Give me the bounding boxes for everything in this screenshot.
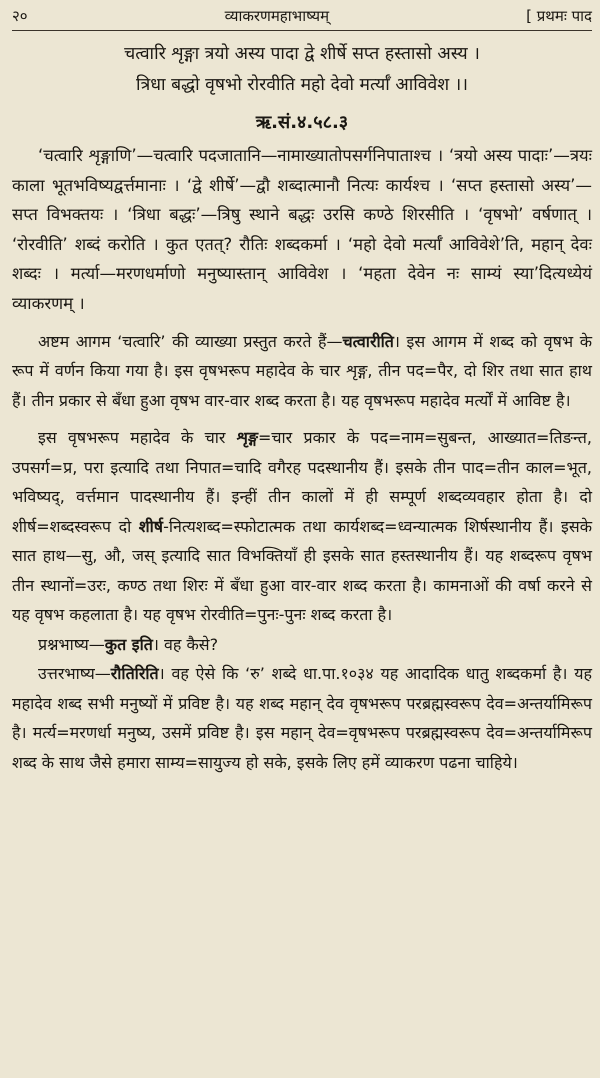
bold-term: रौतिरिति <box>110 664 159 684</box>
text: उत्तरभाष्य— <box>38 664 111 684</box>
text: इस वृषभरूप महादेव के चार <box>38 428 237 448</box>
text: । वह कैसे? <box>152 634 219 654</box>
verse-line-1: चत्वारि शृङ्गा त्रयो अस्य पादा द्वे शीर्षे सप्त हस्तासो अस्य । <box>124 44 480 64</box>
bold-term: शीर्ष <box>138 516 164 536</box>
answer-paragraph <box>12 659 592 777</box>
hindi-paragraph-1 <box>12 327 592 416</box>
page-header <box>12 6 592 31</box>
text: =चार प्रकार के पद=नाम=सुबन्त, आख्यात=तिङन्त, उपसर्ग=प्र, परा इत्यादि तथा निपात=चादि वगैरह पदस्थानीय हैं। इसके तीन पाद=तीन काल=भूत, भविष्यद्, वर्त्तमान पादस्थानीय हैं। इन्हीं तीन कालों में ही सम्पूर्ण शब्दव्यवहार होता है। दो शीर्ष=शब्दस्वरूप दो <box>12 428 592 536</box>
sanskrit-commentary: ‘चत्वारि शृङ्गाणि’—चत्वारि पदजातानि—नामाख्यातोपसर्गनिपाताश्च । ‘त्रयो अस्य पादाः’—त्रयः काला भूतभविष्यद्वर्त्तमानाः । ‘द्वे शीर्षे’—द्वौ शब्दात्मानौ नित्यः कार्यश्च । ‘सप्त हस्तासो अस्य’—सप्त विभक्तयः । ‘त्रिधा बद्धः’—त्रिषु स्थाने बद्धः उरसि कण्ठे शिरसीति । ‘वृषभो’ वर्षणात् । ‘रोरवीति’ शब्दं करोति । कुत एतत्? रौतिः शब्दकर्मा । ‘महो देवो मर्त्याँ आविवेशे’ति, महान् देवः शब्दः । मर्त्या—मरणधर्माणो मनुष्यास्तान् आविवेश । ‘महता देवेन नः साम्यं स्या’दित्यध्येयं व्याकरणम् । <box>12 146 592 313</box>
bold-term: कुत इति <box>104 634 153 654</box>
text: । वह ऐसे कि ‘रु’ शब्दे धा.पा.१०३४ यह आदादिक धातु शब्दकर्मा है। यह महादेव शब्द सभी मनुष्यों में प्रविष्ट है। यह शब्द महान् देव वृषभरूप परब्रह्मस्वरूप देव=अन्तर्यामिरूप है। मर्त्य=मरणर्धा मनुष्य, उसमें प्रविष्ट है। इस महान् देव=वृषभरूप परब्रह्मस्वरूप देव=अन्तर्यामिरूप शब्द के साथ जैसे हमारा साम्य=सायुज्य हो सके, इसके लिए हमें व्याकरण पढना चाहिये। <box>12 664 592 772</box>
bold-term: चत्वारीति <box>342 331 394 351</box>
section-label: [ प्रथमः पाद <box>526 7 592 25</box>
text: -नित्यशब्द=स्फोटात्मक तथा कार्यशब्द=ध्वन्यात्मक शिर्षस्थानीय हैं। इसके सात हाथ—सु, औ, जस् इत्यादि सात विभक्तियाँ ही इसके सात हस्तस्थानीय हैं। यह शब्दरूप वृषभ तीन स्थानों=उरः, कण्ठ तथा शिरः में बँधा हुआ वार-वार शब्द करता है। कामनाओं की वर्षा करने से यह वृषभ कहलाता है। यह वृषभ रोरवीति=पुनः-पुनः शब्द करता है। <box>12 516 593 625</box>
question-paragraph <box>12 630 592 660</box>
page-number: २० <box>12 7 28 25</box>
verse-reference: ऋ.सं.४.५८.३ <box>255 112 349 133</box>
running-title: व्याकरणमहाभाष्यम् <box>224 7 330 25</box>
text: अष्टम आगम ‘चत्वारि’ की व्याख्या प्रस्तुत करते हैं— <box>38 331 343 351</box>
verse-block <box>12 39 592 101</box>
text: प्रश्नभाष्य— <box>38 634 105 654</box>
bold-term: शृङ्ग <box>236 428 258 448</box>
hindi-paragraph-2 <box>12 423 592 630</box>
verse-line-2: त्रिधा बद्धो वृषभो रोरवीति महो देवो मर्त्याँ आविवेश ।। <box>136 75 468 95</box>
text: । इस आगम में शब्द को वृषभ के रूप में वर्णन किया गया है। इस वृषभरूप महादेव के चार शृङ्ग, तीन पद=पैर, दो शिर तथा सात हाथ हैं। तीन प्रकार से बँधा हुआ वृषभ वार-वार शब्द करता है। यह वृषभरूप महादेव मर्त्यों में आविष्ट है। <box>12 331 592 410</box>
